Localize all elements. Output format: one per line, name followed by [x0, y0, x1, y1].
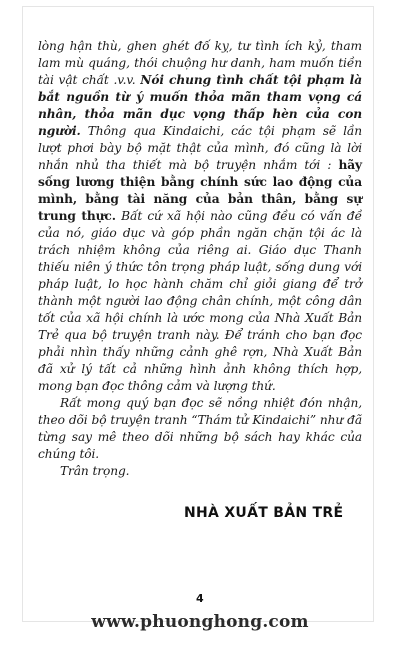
text-segment-1: lòng hận thù, ghen ghét đố kỵ, tư tình ích kỷ, tham lam mù quáng, thói chuộng hư danh, ham muốn tiền tài vật chất .v.v. — [38, 39, 362, 87]
publisher-signature: NHÀ XUẤT BẢN TRẺ — [184, 505, 344, 521]
text-segment-3: Bất cứ xã hội nào cũng đều có vấn đề của nó, giáo dục và góp phần ngăn chặn tội ác là trách nhiệm không của riêng ai. Giáo dục Thanh thiếu niên ý thức tôn trọng pháp luật, sống dung với pháp luật, lo học hành chăm chỉ giỏi giang để trở thành một người lao động chân chính, một công dân tốt của xã hội chính là ước mong của Nhà Xuất Bản Trẻ qua bộ truyện tranh này. Để tránh cho bạn đọc phải nhìn thấy những cảnh ghê rợn, Nhà Xuất Bản đã xử lý tất cả những hình ảnh không thích hợp, mong bạn đọc thông cảm và lượng thứ. — [38, 209, 363, 393]
page-number: 4 — [196, 592, 204, 605]
text-segment-emphasis-2: hãy sống lương thiện bằng chính sức lao động của mình, bằng tài năng của bản thân, bằng sự trung thực. — [38, 158, 362, 223]
text-segment-2: Thông qua Kindaichi, các tội phạm sẽ lần lượt phơi bày bộ mặt thật của mình, đó cũng là lời nhắn nhủ tha thiết mà bộ truyện nhắm tới : — [38, 124, 362, 172]
text-segment-emphasis-1: Nói chung tình chất tội phạm là bắt nguồn từ ý muốn thỏa mãn tham vọng cá nhân, thỏa mãn dục vọng thấp hèn của con người. — [38, 73, 362, 138]
closing-line: Trân trọng. — [60, 464, 130, 478]
website-watermark: www.phuonghong.com — [91, 612, 309, 632]
paragraph-main — [38, 38, 362, 395]
paragraph-appeal: Rất mong quý bạn đọc sẽ nồng nhiệt đón nhận, theo dõi bộ truyện tranh “Thám tử Kindaichi” như đã từng say mê theo dõi những bộ sách hay khác của chúng tôi. — [38, 396, 362, 461]
body-text — [38, 38, 362, 480]
